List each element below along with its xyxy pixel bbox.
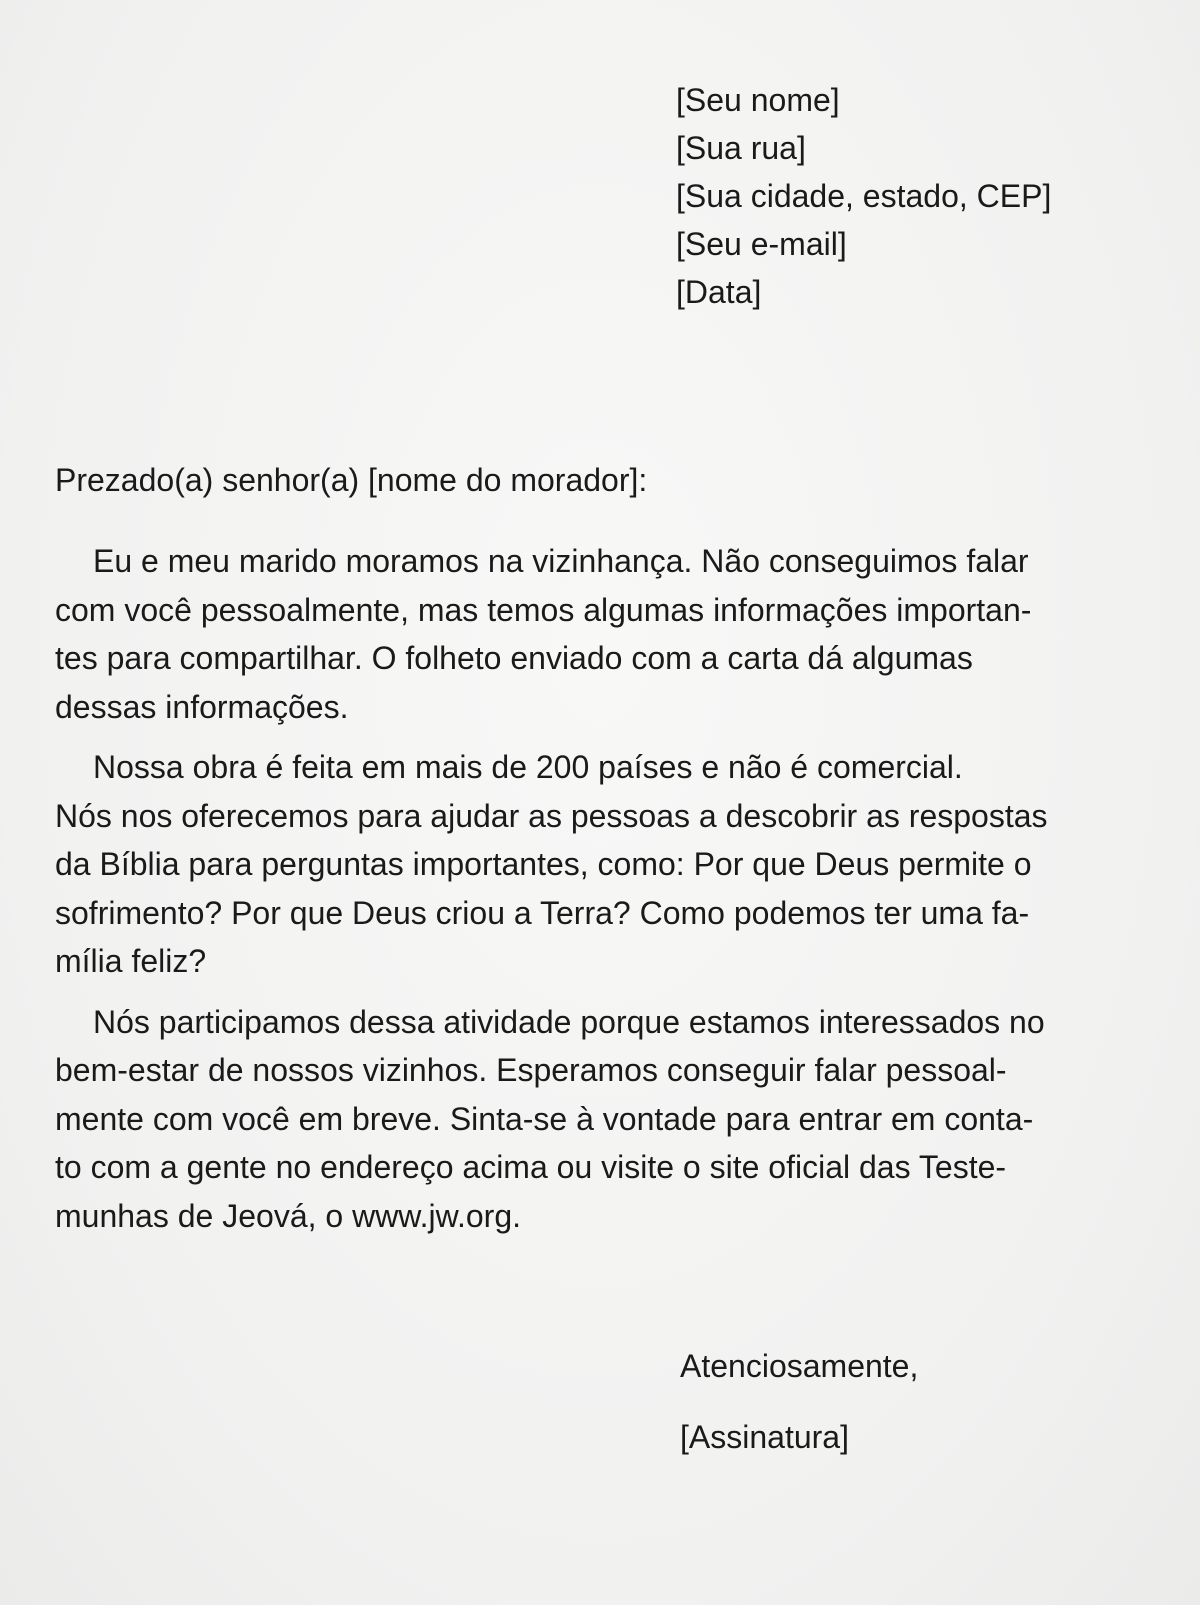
sender-street: [Sua rua]: [676, 130, 806, 166]
letter-body: [55, 537, 1140, 1252]
paragraph-line: sofrimento? Por que Deus criou a Terra? Como podemos ter uma fa-: [55, 894, 1030, 931]
paragraph-line: com você pessoalmente, mas temos algumas informações importan-: [55, 591, 1032, 628]
paragraph-line: Nós participamos dessa atividade porque estamos interessados no: [93, 1003, 1045, 1040]
paragraph-line: mente com você em breve. Sinta-se à vontade para entrar em conta-: [55, 1100, 1034, 1137]
paragraph-line: Eu e meu marido moramos na vizinhança. Não conseguimos falar: [93, 543, 1029, 579]
paragraph-3: [55, 998, 1140, 1241]
paragraph-line: bem-estar de nossos vizinhos. Esperamos conseguir falar pessoal-: [55, 1052, 1007, 1088]
salutation: Prezado(a) senhor(a) [nome do morador]:: [55, 462, 648, 498]
letter-date: [Data]: [676, 274, 762, 310]
sender-name: [Seu nome]: [676, 82, 840, 118]
sender-city: [Sua cidade, estado, CEP]: [676, 178, 1052, 214]
signature-placeholder: [Assinatura]: [680, 1419, 849, 1455]
paragraph-1: [55, 537, 1140, 731]
paragraph-line: Nós nos oferecemos para ajudar as pessoas a descobrir as respostas: [55, 797, 1048, 834]
sender-email: [Seu e-mail]: [676, 226, 847, 262]
paragraph-line: mília feliz?: [55, 943, 207, 979]
paragraph-line: Nossa obra é feita em mais de 200 países e não é comercial.: [93, 749, 963, 785]
paragraph-line: da Bíblia para perguntas importantes, como: Por que Deus permite o: [55, 846, 1032, 882]
paragraph-line: munhas de Jeová, o www.jw.org.: [55, 1197, 522, 1234]
closing-line: Atenciosamente,: [680, 1348, 919, 1384]
paragraph-2: [55, 743, 1140, 986]
paragraph-line: dessas informações.: [55, 688, 349, 725]
paragraph-line: to com a gente no endereço acima ou visite o site oficial das Teste-: [55, 1149, 1007, 1185]
paragraph-line: tes para compartilhar. O folheto enviado com a carta dá algumas: [55, 640, 973, 676]
sender-address-block: [676, 76, 1051, 316]
